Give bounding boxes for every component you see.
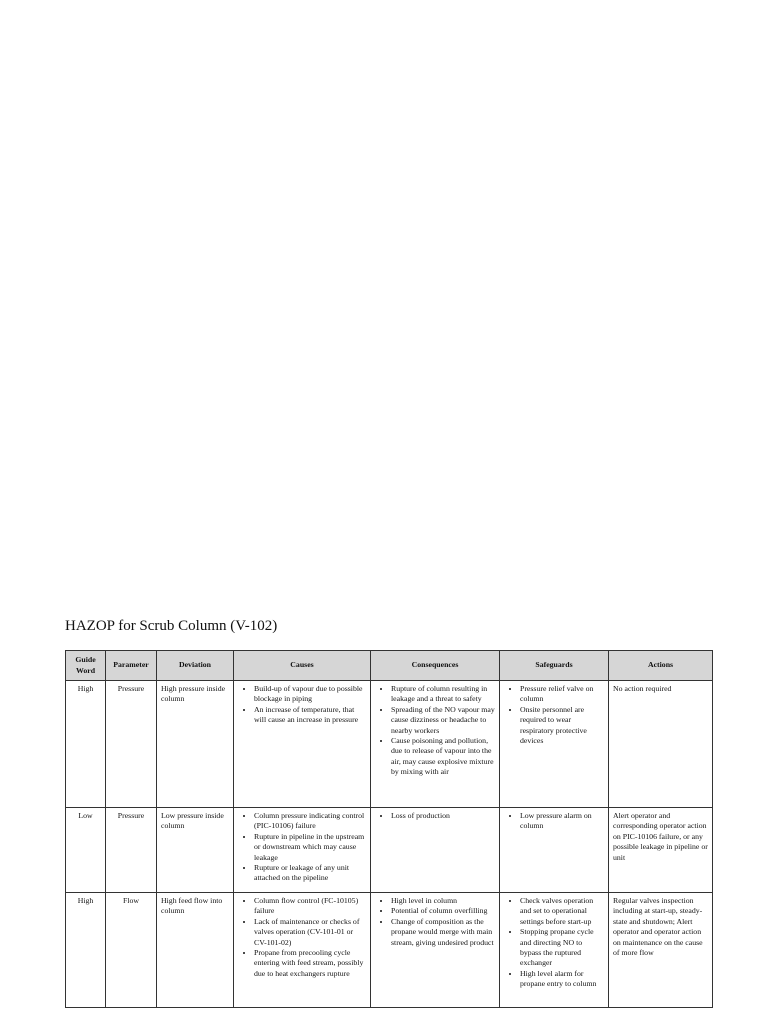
header-consequences: Consequences bbox=[371, 651, 500, 681]
list-item: • Column flow control (FC-10105) failure bbox=[254, 896, 366, 917]
causes-list bbox=[238, 896, 366, 979]
actions-cell: Alert operator and corresponding operator action on PIC-10106 failure, or any possible leakage in pipeline or unit bbox=[609, 808, 713, 893]
header-row bbox=[66, 651, 713, 681]
causes-cell bbox=[234, 808, 371, 893]
safeguards-cell bbox=[500, 808, 609, 893]
parameter-cell: Pressure bbox=[106, 681, 157, 808]
consequences-list bbox=[375, 684, 495, 778]
list-item: • Onsite personnel are required to wear respiratory protective devices bbox=[520, 705, 604, 747]
table-row bbox=[66, 893, 713, 1008]
consequences-cell bbox=[371, 808, 500, 893]
consequences-cell bbox=[371, 893, 500, 1008]
list-item: • Spreading of the NO vapour may cause dizziness or headache to nearby workers bbox=[391, 705, 495, 736]
causes-list bbox=[238, 684, 366, 726]
causes-cell bbox=[234, 893, 371, 1008]
parameter-cell: Flow bbox=[106, 893, 157, 1008]
guide-word-cell: Low bbox=[66, 808, 106, 893]
list-item: • Rupture in pipeline in the upstream or downstream which may cause leakage bbox=[254, 832, 366, 863]
list-item: • Propane from precooling cycle entering with feed stream, possibly due to heat exchangers rupture bbox=[254, 948, 366, 979]
safeguards-list bbox=[504, 684, 604, 746]
header-parameter: Parameter bbox=[106, 651, 157, 681]
guide-word-cell: High bbox=[66, 893, 106, 1008]
list-item: • Low pressure alarm on column bbox=[520, 811, 604, 832]
list-item: • An increase of temperature, that will cause an increase in pressure bbox=[254, 705, 366, 726]
header-actions: Actions bbox=[609, 651, 713, 681]
list-item: • Rupture or leakage of any unit attached on the pipeline bbox=[254, 863, 366, 884]
document-title: HAZOP for Scrub Column (V-102) bbox=[65, 618, 278, 634]
list-item: • High level in column bbox=[391, 896, 495, 906]
list-item: • Stopping propane cycle and directing NO to bypass the ruptured exchanger bbox=[520, 927, 604, 969]
list-item: • Build-up of vapour due to possible blockage in piping bbox=[254, 684, 366, 705]
safeguards-cell bbox=[500, 893, 609, 1008]
list-item: • Pressure relief valve on column bbox=[520, 684, 604, 705]
guide-word-cell: High bbox=[66, 681, 106, 808]
safeguards-cell bbox=[500, 681, 609, 808]
table-row bbox=[66, 808, 713, 893]
header-causes: Causes bbox=[234, 651, 371, 681]
causes-list bbox=[238, 811, 366, 884]
consequences-cell bbox=[371, 681, 500, 808]
actions-cell: No action required bbox=[609, 681, 713, 808]
list-item: • Check valves operation and set to operational settings before start-up bbox=[520, 896, 604, 927]
list-item: • Cause poisoning and pollution, due to release of vapour into the air, may cause explosive mixture by mixing with air bbox=[391, 736, 495, 778]
actions-cell: Regular valves inspection including at start-up, steady-state and shutdown; Alert operator and operator action on maintenance on the cause of more flow bbox=[609, 893, 713, 1008]
header-guide-word: Guide Word bbox=[66, 651, 106, 681]
parameter-cell: Pressure bbox=[106, 808, 157, 893]
safeguards-list bbox=[504, 811, 604, 832]
causes-cell bbox=[234, 681, 371, 808]
consequences-list bbox=[375, 896, 495, 948]
list-item: • High level alarm for propane entry to column bbox=[520, 969, 604, 990]
list-item: • Lack of maintenance or checks of valves operation (CV-101-01 or CV-101-02) bbox=[254, 917, 366, 948]
deviation-cell: Low pressure inside column bbox=[157, 808, 234, 893]
safeguards-list bbox=[504, 896, 604, 990]
list-item: • Loss of production bbox=[391, 811, 495, 821]
deviation-cell: High pressure inside column bbox=[157, 681, 234, 808]
header-deviation: Deviation bbox=[157, 651, 234, 681]
list-item: • Potential of column overfilling bbox=[391, 906, 495, 916]
table-row bbox=[66, 681, 713, 808]
consequences-list bbox=[375, 811, 495, 821]
list-item: • Rupture of column resulting in leakage and a threat to safety bbox=[391, 684, 495, 705]
hazop-table bbox=[65, 650, 713, 1008]
list-item: • Change of composition as the propane would merge with main stream, giving undesired product bbox=[391, 917, 495, 948]
list-item: • Column pressure indicating control (PIC-10106) failure bbox=[254, 811, 366, 832]
deviation-cell: High feed flow into column bbox=[157, 893, 234, 1008]
header-safeguards: Safeguards bbox=[500, 651, 609, 681]
